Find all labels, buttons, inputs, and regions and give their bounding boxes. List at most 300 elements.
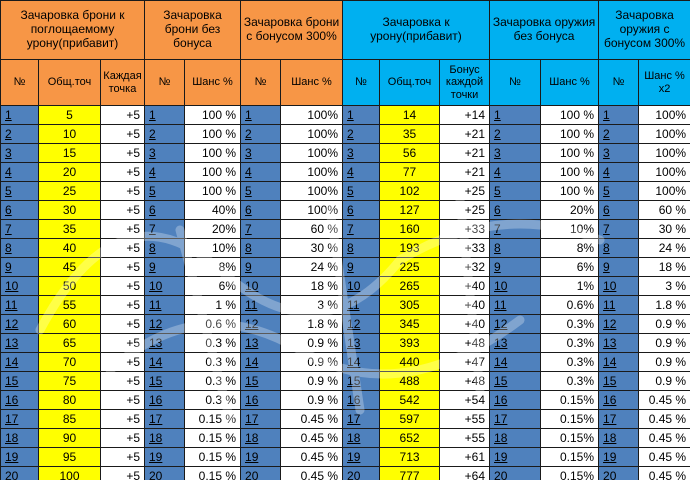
row-number: 7 — [1, 220, 39, 239]
row-number: 17 — [599, 410, 639, 429]
armor-bonus-chance: 1.8 % — [281, 315, 343, 334]
row-number: 10 — [599, 277, 639, 296]
armor-bonus-chance: 100% — [281, 163, 343, 182]
col-chance: Шанс % — [185, 60, 241, 106]
weapon-bonus-each-point: +48 — [440, 372, 490, 391]
row-number: 2 — [490, 125, 541, 144]
row-number: 19 — [241, 448, 281, 467]
weapon-chance: 6% — [541, 258, 599, 277]
weapon-bonus-each-point: +32 — [440, 258, 490, 277]
weapon-bonus-chance: 0.9 % — [639, 334, 690, 353]
row-number: 7 — [241, 220, 281, 239]
weapon-total: 542 — [380, 391, 440, 410]
weapon-total: 35 — [380, 125, 440, 144]
weapon-chance: 0.15% — [541, 391, 599, 410]
row-number: 6 — [490, 201, 541, 220]
row-number: 15 — [145, 372, 185, 391]
armor-chance: 20% — [185, 220, 241, 239]
armor-each-point: +5 — [101, 429, 145, 448]
weapon-bonus-each-point: +21 — [440, 125, 490, 144]
armor-chance: 40% — [185, 201, 241, 220]
row-number: 17 — [145, 410, 185, 429]
row-number: 9 — [145, 258, 185, 277]
weapon-bonus-chance: 100% — [639, 144, 690, 163]
row-number: 19 — [490, 448, 541, 467]
armor-chance: 100 % — [185, 144, 241, 163]
row-number: 11 — [241, 296, 281, 315]
table-row — [1, 353, 690, 372]
armor-each-point: +5 — [101, 410, 145, 429]
weapon-chance: 0.15% — [541, 448, 599, 467]
col-no: № — [490, 60, 541, 106]
weapon-bonus-chance: 0.45 % — [639, 448, 690, 467]
armor-chance: 100 % — [185, 163, 241, 182]
weapon-total: 488 — [380, 372, 440, 391]
armor-total: 90 — [39, 429, 101, 448]
weapon-total: 14 — [380, 106, 440, 125]
row-number: 2 — [1, 125, 39, 144]
weapon-bonus-each-point: +55 — [440, 429, 490, 448]
weapon-bonus-each-point: +25 — [440, 201, 490, 220]
row-number: 3 — [490, 144, 541, 163]
row-number: 3 — [145, 144, 185, 163]
col-each-point: Каждая точка — [101, 60, 145, 106]
weapon-chance: 1% — [541, 277, 599, 296]
armor-chance: 0.15 % — [185, 467, 241, 480]
weapon-total: 160 — [380, 220, 440, 239]
row-number: 11 — [343, 296, 380, 315]
row-number: 2 — [241, 125, 281, 144]
table-row — [1, 106, 690, 125]
row-number: 19 — [145, 448, 185, 467]
armor-each-point: +5 — [101, 277, 145, 296]
weapon-chance: 0.3% — [541, 372, 599, 391]
weapon-chance: 20% — [541, 201, 599, 220]
armor-each-point: +5 — [101, 372, 145, 391]
weapon-bonus-each-point: +21 — [440, 144, 490, 163]
row-number: 5 — [599, 182, 639, 201]
armor-bonus-chance: 60 % — [281, 220, 343, 239]
table-row — [1, 334, 690, 353]
row-number: 7 — [145, 220, 185, 239]
table-row — [1, 220, 690, 239]
row-number: 18 — [241, 429, 281, 448]
row-number: 3 — [599, 144, 639, 163]
col-chance: Шанс % — [281, 60, 343, 106]
weapon-total: 305 — [380, 296, 440, 315]
armor-each-point: +5 — [101, 182, 145, 201]
armor-chance: 6% — [185, 277, 241, 296]
weapon-bonus-each-point: +48 — [440, 334, 490, 353]
armor-chance: 10% — [185, 239, 241, 258]
row-number: 20 — [145, 467, 185, 480]
armor-chance: 1 % — [185, 296, 241, 315]
row-number: 12 — [145, 315, 185, 334]
row-number: 17 — [241, 410, 281, 429]
row-number: 18 — [490, 429, 541, 448]
row-number: 14 — [145, 353, 185, 372]
armor-bonus-chance: 100% — [281, 125, 343, 144]
row-number: 18 — [599, 429, 639, 448]
weapon-total: 440 — [380, 353, 440, 372]
armor-total: 60 — [39, 315, 101, 334]
weapon-total: 265 — [380, 277, 440, 296]
weapon-chance: 100 % — [541, 182, 599, 201]
table-row — [1, 201, 690, 220]
armor-bonus-chance: 0.9 % — [281, 334, 343, 353]
row-number: 16 — [490, 391, 541, 410]
row-number: 6 — [241, 201, 281, 220]
armor-chance: 0.6 % — [185, 315, 241, 334]
row-number: 4 — [241, 163, 281, 182]
row-number: 5 — [343, 182, 380, 201]
armor-each-point: +5 — [101, 125, 145, 144]
armor-each-point: +5 — [101, 334, 145, 353]
header-weapon-nobonus: Зачаровка оружия без бонуса — [490, 1, 599, 60]
row-number: 12 — [343, 315, 380, 334]
row-number: 15 — [1, 372, 39, 391]
armor-total: 95 — [39, 448, 101, 467]
row-number: 11 — [1, 296, 39, 315]
weapon-bonus-chance: 0.9 % — [639, 372, 690, 391]
weapon-bonus-each-point: +40 — [440, 315, 490, 334]
row-number: 5 — [490, 182, 541, 201]
table-row — [1, 125, 690, 144]
row-number: 8 — [599, 239, 639, 258]
row-number: 8 — [490, 239, 541, 258]
row-number: 9 — [241, 258, 281, 277]
table-row — [1, 163, 690, 182]
weapon-chance: 100 % — [541, 125, 599, 144]
armor-chance: 100 % — [185, 106, 241, 125]
armor-bonus-chance: 100% — [281, 144, 343, 163]
row-number: 11 — [145, 296, 185, 315]
weapon-bonus-chance: 24 % — [639, 239, 690, 258]
weapon-bonus-chance: 0.45 % — [639, 410, 690, 429]
table-row — [1, 467, 690, 480]
weapon-bonus-each-point: +64 — [440, 467, 490, 480]
row-number: 10 — [241, 277, 281, 296]
row-number: 12 — [599, 315, 639, 334]
weapon-chance: 100 % — [541, 163, 599, 182]
row-number: 14 — [599, 353, 639, 372]
row-number: 14 — [1, 353, 39, 372]
armor-bonus-chance: 100% — [281, 182, 343, 201]
group-header-row — [1, 1, 690, 60]
weapon-total: 393 — [380, 334, 440, 353]
row-number: 6 — [343, 201, 380, 220]
weapon-bonus-chance: 100% — [639, 106, 690, 125]
table-row — [1, 258, 690, 277]
armor-bonus-chance: 24 % — [281, 258, 343, 277]
row-number: 14 — [343, 353, 380, 372]
armor-each-point: +5 — [101, 353, 145, 372]
armor-chance: 0.15 % — [185, 448, 241, 467]
table-row — [1, 296, 690, 315]
armor-chance: 100 % — [185, 182, 241, 201]
column-header-row — [1, 60, 690, 106]
row-number: 5 — [145, 182, 185, 201]
weapon-bonus-each-point: +40 — [440, 277, 490, 296]
row-number: 14 — [490, 353, 541, 372]
row-number: 19 — [343, 448, 380, 467]
armor-chance: 0.3 % — [185, 353, 241, 372]
armor-chance: 0.3 % — [185, 372, 241, 391]
armor-chance: 100 % — [185, 125, 241, 144]
col-total: Общ.точ — [39, 60, 101, 106]
weapon-total: 652 — [380, 429, 440, 448]
row-number: 16 — [241, 391, 281, 410]
weapon-bonus-chance: 100% — [639, 182, 690, 201]
row-number: 4 — [490, 163, 541, 182]
row-number: 3 — [241, 144, 281, 163]
weapon-total: 597 — [380, 410, 440, 429]
row-number: 12 — [241, 315, 281, 334]
table-row — [1, 429, 690, 448]
row-number: 19 — [599, 448, 639, 467]
row-number: 4 — [1, 163, 39, 182]
table-row — [1, 277, 690, 296]
table-row — [1, 448, 690, 467]
weapon-chance: 100 % — [541, 144, 599, 163]
header-weapon-bonus300: Зачаровка оружия с бонусом 300% — [599, 1, 690, 60]
weapon-total: 713 — [380, 448, 440, 467]
row-number: 18 — [1, 429, 39, 448]
row-number: 17 — [490, 410, 541, 429]
armor-bonus-chance: 0.45 % — [281, 448, 343, 467]
weapon-chance: 0.3% — [541, 334, 599, 353]
row-number: 16 — [599, 391, 639, 410]
row-number: 18 — [145, 429, 185, 448]
weapon-bonus-chance: 0.45 % — [639, 467, 690, 480]
row-number: 13 — [490, 334, 541, 353]
weapon-bonus-each-point: +33 — [440, 220, 490, 239]
armor-bonus-chance: 0.9 % — [281, 353, 343, 372]
armor-each-point: +5 — [101, 448, 145, 467]
row-number: 13 — [241, 334, 281, 353]
weapon-chance: 0.15% — [541, 410, 599, 429]
weapon-bonus-chance: 18 % — [639, 258, 690, 277]
armor-each-point: +5 — [101, 239, 145, 258]
armor-bonus-chance: 0.45 % — [281, 429, 343, 448]
weapon-bonus-chance: 0.9 % — [639, 353, 690, 372]
weapon-total: 345 — [380, 315, 440, 334]
armor-bonus-chance: 0.9 % — [281, 372, 343, 391]
armor-total: 65 — [39, 334, 101, 353]
armor-bonus-chance: 100% — [281, 201, 343, 220]
armor-total: 70 — [39, 353, 101, 372]
weapon-bonus-chance: 0.45 % — [639, 391, 690, 410]
header-armor-absorb: Зачаровка брони к поглощаемому урону(прибавит) — [1, 1, 145, 60]
armor-bonus-chance: 0.45 % — [281, 467, 343, 480]
weapon-bonus-each-point: +21 — [440, 163, 490, 182]
row-number: 7 — [599, 220, 639, 239]
weapon-bonus-each-point: +47 — [440, 353, 490, 372]
armor-total: 35 — [39, 220, 101, 239]
weapon-total: 777 — [380, 467, 440, 480]
row-number: 1 — [599, 106, 639, 125]
row-number: 9 — [343, 258, 380, 277]
armor-total: 100 — [39, 467, 101, 480]
row-number: 2 — [599, 125, 639, 144]
weapon-bonus-chance: 1.8 % — [639, 296, 690, 315]
row-number: 20 — [241, 467, 281, 480]
weapon-total: 225 — [380, 258, 440, 277]
col-no: № — [241, 60, 281, 106]
armor-total: 45 — [39, 258, 101, 277]
row-number: 20 — [490, 467, 541, 480]
row-number: 16 — [145, 391, 185, 410]
weapon-total: 56 — [380, 144, 440, 163]
row-number: 4 — [599, 163, 639, 182]
weapon-bonus-chance: 100% — [639, 163, 690, 182]
armor-total: 30 — [39, 201, 101, 220]
armor-bonus-chance: 100% — [281, 106, 343, 125]
armor-chance: 0.3 % — [185, 391, 241, 410]
armor-total: 10 — [39, 125, 101, 144]
weapon-bonus-each-point: +61 — [440, 448, 490, 467]
row-number: 9 — [1, 258, 39, 277]
armor-bonus-chance: 3 % — [281, 296, 343, 315]
row-number: 2 — [343, 125, 380, 144]
row-number: 18 — [343, 429, 380, 448]
row-number: 7 — [343, 220, 380, 239]
weapon-bonus-chance: 30 % — [639, 220, 690, 239]
row-number: 11 — [599, 296, 639, 315]
armor-total: 50 — [39, 277, 101, 296]
row-number: 6 — [1, 201, 39, 220]
row-number: 7 — [490, 220, 541, 239]
weapon-bonus-each-point: +55 — [440, 410, 490, 429]
weapon-bonus-chance: 0.45 % — [639, 429, 690, 448]
row-number: 9 — [490, 258, 541, 277]
row-number: 13 — [599, 334, 639, 353]
row-number: 10 — [1, 277, 39, 296]
row-number: 5 — [241, 182, 281, 201]
col-total: Общ.точ — [380, 60, 440, 106]
row-number: 20 — [599, 467, 639, 480]
table-row — [1, 144, 690, 163]
armor-bonus-chance: 30 % — [281, 239, 343, 258]
armor-bonus-chance: 0.45 % — [281, 410, 343, 429]
row-number: 15 — [599, 372, 639, 391]
armor-chance: 0.3 % — [185, 334, 241, 353]
row-number: 1 — [1, 106, 39, 125]
armor-each-point: +5 — [101, 296, 145, 315]
row-number: 19 — [1, 448, 39, 467]
armor-each-point: +5 — [101, 220, 145, 239]
armor-chance: 0.15 % — [185, 410, 241, 429]
row-number: 13 — [145, 334, 185, 353]
row-number: 12 — [1, 315, 39, 334]
weapon-bonus-each-point: +14 — [440, 106, 490, 125]
weapon-chance: 10% — [541, 220, 599, 239]
col-no: № — [343, 60, 380, 106]
row-number: 8 — [145, 239, 185, 258]
table-row — [1, 239, 690, 258]
row-number: 14 — [241, 353, 281, 372]
armor-total: 55 — [39, 296, 101, 315]
row-number: 3 — [343, 144, 380, 163]
row-number: 8 — [241, 239, 281, 258]
table-row — [1, 410, 690, 429]
col-no: № — [599, 60, 639, 106]
weapon-bonus-chance: 100% — [639, 125, 690, 144]
weapon-bonus-each-point: +25 — [440, 182, 490, 201]
armor-each-point: +5 — [101, 467, 145, 480]
weapon-chance: 0.3% — [541, 353, 599, 372]
row-number: 17 — [1, 410, 39, 429]
armor-chance: 0.15 % — [185, 429, 241, 448]
armor-total: 85 — [39, 410, 101, 429]
row-number: 11 — [490, 296, 541, 315]
row-number: 16 — [1, 391, 39, 410]
armor-total: 75 — [39, 372, 101, 391]
weapon-bonus-chance: 3 % — [639, 277, 690, 296]
weapon-chance: 0.15% — [541, 467, 599, 480]
row-number: 15 — [490, 372, 541, 391]
armor-total: 5 — [39, 106, 101, 125]
weapon-total: 102 — [380, 182, 440, 201]
row-number: 20 — [343, 467, 380, 480]
armor-total: 80 — [39, 391, 101, 410]
row-number: 17 — [343, 410, 380, 429]
row-number: 1 — [145, 106, 185, 125]
weapon-bonus-chance: 60 % — [639, 201, 690, 220]
armor-total: 25 — [39, 182, 101, 201]
row-number: 8 — [1, 239, 39, 258]
table-row — [1, 391, 690, 410]
col-no: № — [145, 60, 185, 106]
row-number: 2 — [145, 125, 185, 144]
weapon-chance: 0.6% — [541, 296, 599, 315]
weapon-total: 127 — [380, 201, 440, 220]
row-number: 1 — [343, 106, 380, 125]
row-number: 5 — [1, 182, 39, 201]
armor-each-point: +5 — [101, 201, 145, 220]
weapon-bonus-chance: 0.9 % — [639, 315, 690, 334]
header-armor-bonus300: Зачаровка брони с бонусом 300% — [241, 1, 343, 60]
weapon-chance: 0.3% — [541, 315, 599, 334]
header-weapon-damage: Зачаровка к урону(прибавит) — [343, 1, 490, 60]
row-number: 16 — [343, 391, 380, 410]
row-number: 13 — [1, 334, 39, 353]
armor-each-point: +5 — [101, 315, 145, 334]
weapon-bonus-each-point: +40 — [440, 296, 490, 315]
col-chance: Шанс % — [541, 60, 599, 106]
armor-chance: 8% — [185, 258, 241, 277]
row-number: 1 — [490, 106, 541, 125]
armor-each-point: +5 — [101, 258, 145, 277]
armor-bonus-chance: 18 % — [281, 277, 343, 296]
armor-each-point: +5 — [101, 144, 145, 163]
row-number: 15 — [241, 372, 281, 391]
row-number: 3 — [1, 144, 39, 163]
armor-each-point: +5 — [101, 163, 145, 182]
row-number: 10 — [145, 277, 185, 296]
col-chance-x2: Шанс % х2 — [639, 60, 690, 106]
row-number: 10 — [343, 277, 380, 296]
header-armor-nobonus: Зачаровка брони без бонуса — [145, 1, 241, 60]
row-number: 20 — [1, 467, 39, 480]
armor-bonus-chance: 0.9 % — [281, 391, 343, 410]
row-number: 13 — [343, 334, 380, 353]
table-row — [1, 315, 690, 334]
row-number: 6 — [599, 201, 639, 220]
armor-total: 40 — [39, 239, 101, 258]
weapon-chance: 100 % — [541, 106, 599, 125]
row-number: 9 — [599, 258, 639, 277]
